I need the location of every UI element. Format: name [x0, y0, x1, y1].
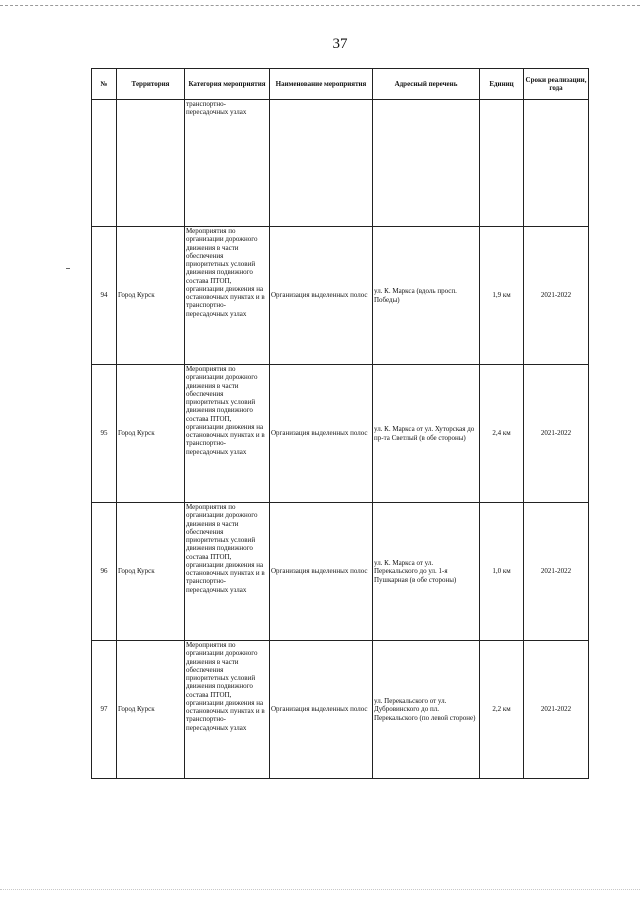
page-top-border	[0, 5, 640, 6]
cell-term: 2021-2022	[524, 503, 589, 641]
cell-territory: Город Курск	[117, 503, 185, 641]
cell-name: Организация выделенных полос	[270, 641, 373, 779]
cell-address	[373, 100, 480, 227]
page-number: 37	[332, 36, 348, 52]
table-row	[92, 365, 589, 503]
table-row	[92, 503, 589, 641]
cell-term: 2021-2022	[524, 641, 589, 779]
cell-address: ул. К. Маркса от ул. Перекальского до ул. 1-я Пушкарная (в обе стороны)	[373, 503, 480, 641]
cell-address: ул. К. Маркса (вдоль просп. Победы)	[373, 227, 480, 365]
cell-term: 2021-2022	[524, 227, 589, 365]
header-address: Адресный перечень	[373, 69, 480, 100]
cell-name: Организация выделенных полос	[270, 227, 373, 365]
cell-unit: 1,0 км	[480, 503, 524, 641]
cell-unit: 2,2 км	[480, 641, 524, 779]
cell-num: 95	[92, 365, 117, 503]
cell-territory: Город Курск	[117, 365, 185, 503]
cell-unit	[480, 100, 524, 227]
cell-territory: Город Курск	[117, 227, 185, 365]
header-unit: Единиц	[480, 69, 524, 100]
cell-category: Мероприятия по организации дорожного движения в части обеспечения приоритетных условий движения подвижного состава ПТОП, организации движения на остановочных пунктах и в транспортно-пересадочных узлах	[185, 365, 270, 503]
cell-territory	[117, 100, 185, 227]
cell-category: Мероприятия по организации дорожного движения в части обеспечения приоритетных условий движения подвижного состава ПТОП, организации движения на остановочных пунктах и в транспортно-пересадочных узлах	[185, 641, 270, 779]
table-row	[92, 641, 589, 779]
cell-category: транспортно-пересадочных узлах	[185, 100, 270, 227]
table-row-continuation	[92, 100, 589, 227]
cell-name: Организация выделенных полос	[270, 365, 373, 503]
page-bottom-border	[0, 889, 640, 890]
cell-term: 2021-2022	[524, 365, 589, 503]
header-num: №	[92, 69, 117, 100]
cell-unit: 1,9 км	[480, 227, 524, 365]
cell-name	[270, 100, 373, 227]
events-table	[91, 68, 589, 779]
header-category: Категория мероприятия	[185, 69, 270, 100]
cell-territory: Город Курск	[117, 641, 185, 779]
cell-address: ул. Перекальского от ул. Дубровинского до пл. Перекальского (по левой стороне)	[373, 641, 480, 779]
margin-mark	[66, 268, 70, 269]
table-row	[92, 227, 589, 365]
cell-num: 97	[92, 641, 117, 779]
cell-name: Организация выделенных полос	[270, 503, 373, 641]
header-name: Наименование мероприятия	[270, 69, 373, 100]
cell-category: Мероприятия по организации дорожного движения в части обеспечения приоритетных условий движения подвижного состава ПТОП, организации движения на остановочных пунктах и в транспортно-пересадочных узлах	[185, 503, 270, 641]
cell-category: Мероприятия по организации дорожного движения в части обеспечения приоритетных условий движения подвижного состава ПТОП, организации движения на остановочных пунктах и в транспортно-пересадочных узлах	[185, 227, 270, 365]
header-term: Сроки реализации, года	[524, 69, 589, 100]
cell-num: 96	[92, 503, 117, 641]
cell-address: ул. К. Маркса от ул. Хуторская до пр-та Светлый (в обе стороны)	[373, 365, 480, 503]
cell-term	[524, 100, 589, 227]
cell-num	[92, 100, 117, 227]
cell-unit: 2,4 км	[480, 365, 524, 503]
cell-num: 94	[92, 227, 117, 365]
header-territory: Территория	[117, 69, 185, 100]
table-header-row	[92, 69, 589, 100]
